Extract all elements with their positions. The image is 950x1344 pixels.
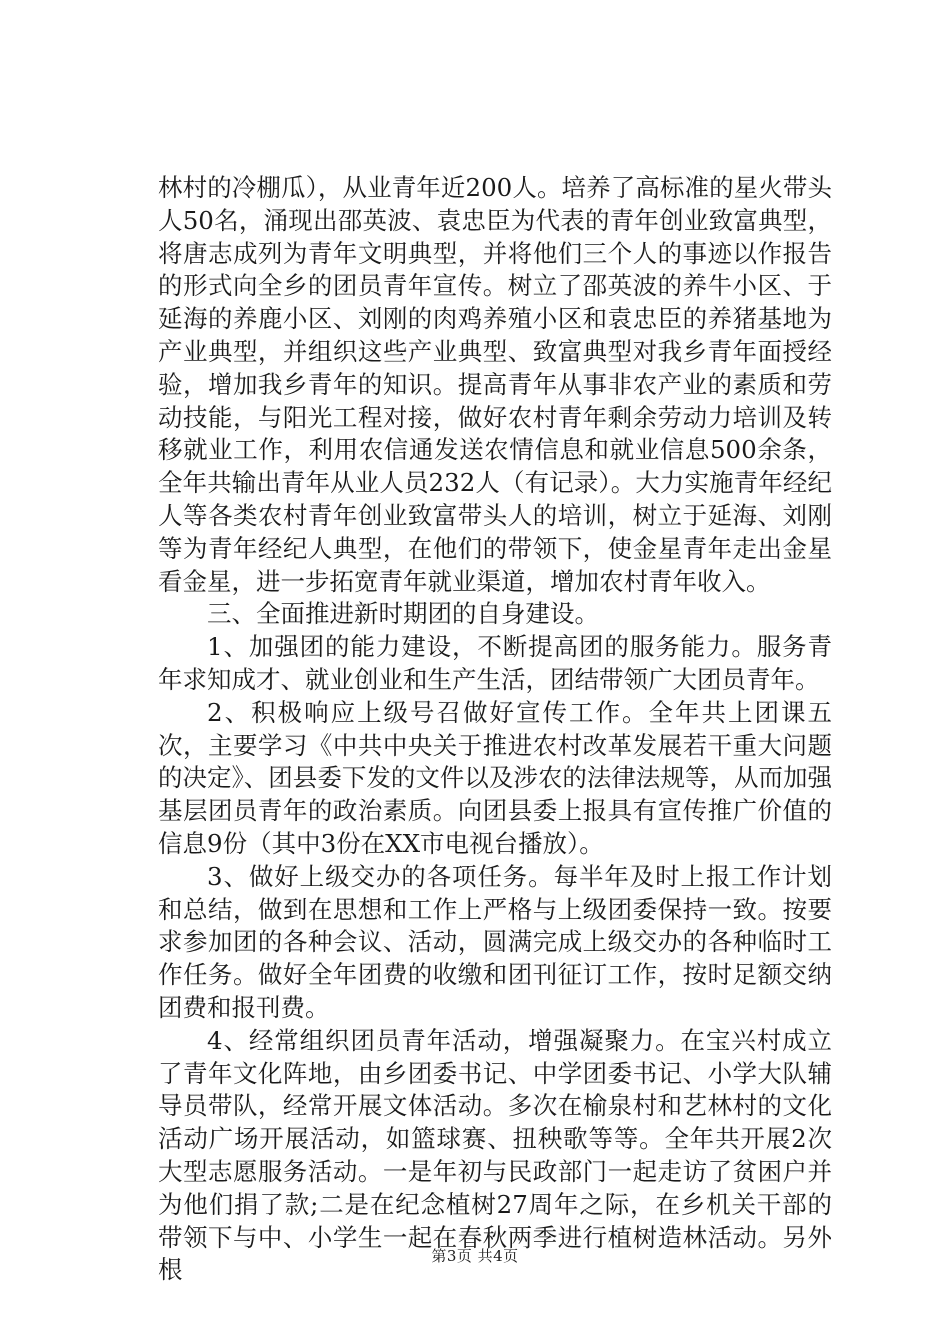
paragraph-item-3: 3、做好上级交办的各项任务。每半年及时上报工作计划和总结，做到在思想和工作上严格与上级团委保持一致。按要求参加团的各种会议、活动，圆满完成上级交办的各种临时工作任务。做好全年团费的收缴和团刊征订工作，按时足额交纳团费和报刊费。: [158, 861, 832, 1022]
paragraph-item-2: 2、积极响应上级号召做好宣传工作。全年共上团课五次，主要学习《中共中央关于推进农村改革发展若干重大问题的决定》、团县委下发的文件以及涉农的法律法规等，从而加强基层团员青年的政治素质。向团县委上报具有宣传推广价值的信息9份（其中3份在XX市电视台播放）。: [158, 697, 832, 858]
document-body: [158, 172, 832, 1287]
paragraph-item-1: 1、加强团的能力建设，不断提高团的服务能力。服务青年求知成才、就业创业和生产生活，团结带领广大团员青年。: [158, 632, 832, 694]
paragraph-item-4: 4、经常组织团员青年活动，增强凝聚力。在宝兴村成立了青年文化阵地，由乡团委书记、中学团委书记、小学大队辅导员带队，经常开展文体活动。多次在榆泉村和艺林村的文化活动广场开展活动，如篮球赛、扭秧歌等等。全年共开展2次大型志愿服务活动。一是年初与民政部门一起走访了贫困户并为他们捐了款;二是在纪念植树27周年之际，在乡机关干部的带领下与中、小学生一起在春秋两季进行植树造林活动。另外根: [158, 1025, 832, 1285]
section-heading: 三、全面推进新时期团的自身建设。: [207, 599, 599, 629]
paragraph-continuation: 林村的冷棚瓜），从业青年近200人。培养了高标准的星火带头人50名，涌现出邵英波、袁忠臣为代表的青年创业致富典型，将唐志成列为青年文明典型，并将他们三个人的事迹以作报告的形式向全乡的团员青年宣传。树立了邵英波的养牛小区、于延海的养鹿小区、刘刚的肉鸡养殖小区和袁忠臣的养猪基地为产业典型，并组织这些产业典型、致富典型对我乡青年面授经验，增加我乡青年的知识。提高青年从事非农产业的素质和劳动技能，与阳光工程对接，做好农村青年剩余劳动力培训及转移就业工作，利用农信通发送农情信息和就业信息500余条，全年共输出青年从业人员232人（有记录）。大力实施青年经纪人等各类农村青年创业致富带头人的培训，树立于延海、刘刚等为青年经纪人典型，在他们的带领下，使金星青年走出金星看金星，进一步拓宽青年就业渠道，增加农村青年收入。: [158, 173, 832, 596]
page-footer: 第3页 共4页: [431, 1247, 519, 1265]
